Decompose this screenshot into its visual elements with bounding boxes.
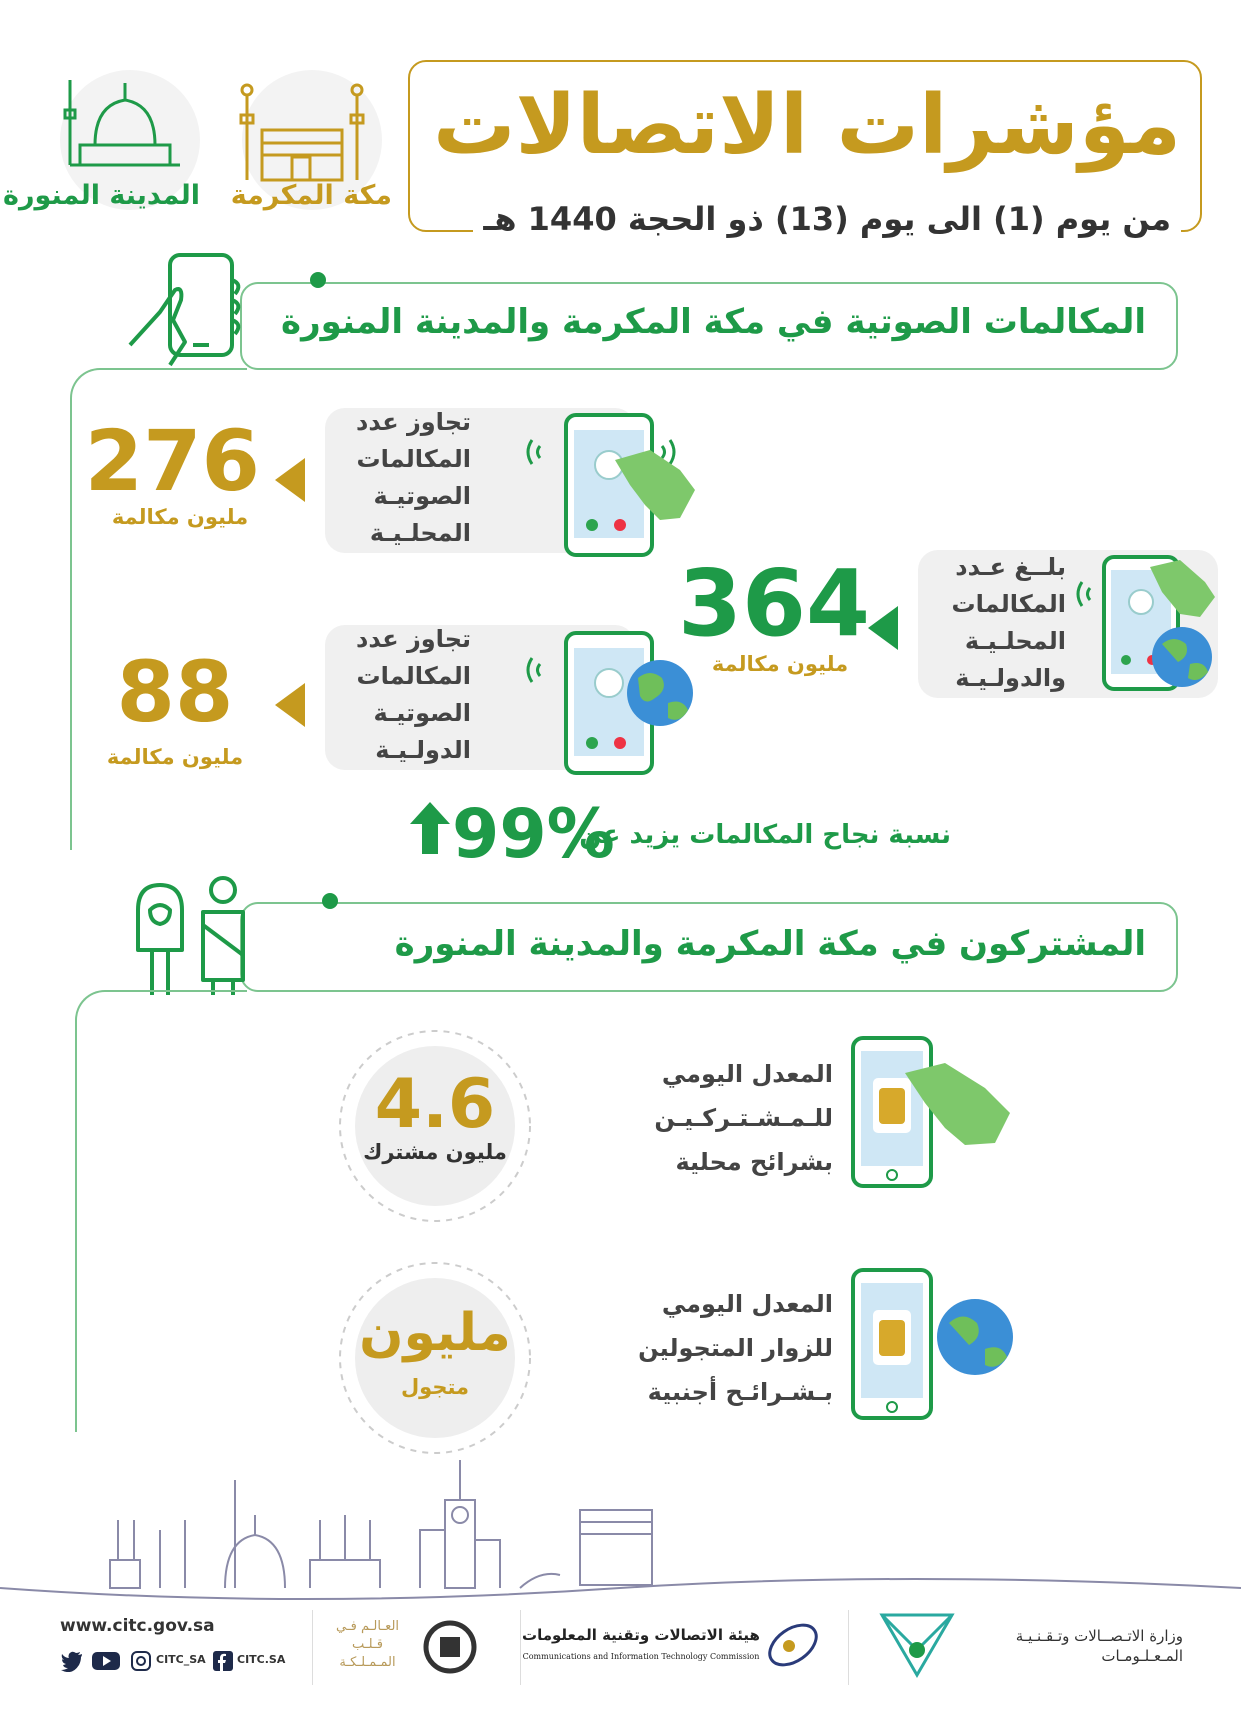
facebook-icon[interactable] (213, 1650, 233, 1672)
intl-calls-text: تجاوز عدد المكالمات الصوتيـة الدولـيـة (356, 625, 471, 764)
success-rate-label: نسبة نجاح المكالمات يزيد عن (579, 820, 951, 850)
total-calls-unit: مليون مكالمة (711, 652, 849, 676)
instagram-handle[interactable]: CITC_SA (156, 1653, 206, 1666)
website-link[interactable]: www.citc.gov.sa (60, 1616, 215, 1636)
city-makkah (212, 70, 392, 225)
page-title: مؤشرات الاتصالات (433, 78, 1181, 173)
roaming-subscribers-unit: متجول (400, 1375, 470, 1399)
city-makkah-label: مكة المكرمة (230, 180, 392, 211)
ministry-emblem-icon (872, 1605, 962, 1685)
local-calls-text: تجاوز عدد المكالمات الصوتيـة المحلـيـة (356, 408, 471, 547)
social-row (60, 1648, 300, 1678)
city-madinah (3, 70, 205, 225)
voice-section-title: المكالمات الصوتية في مكة المكرمة والمدينة المنورة (281, 302, 1146, 342)
arrow-up-icon (408, 800, 452, 856)
phone-globe-icon (520, 628, 700, 778)
kaaba-icon (227, 75, 377, 185)
phone-map-globe-icon (1070, 552, 1220, 702)
phone-saudi-map-icon (520, 410, 700, 560)
intl-calls-value: 88 (116, 643, 234, 741)
voice-section-dot (310, 272, 326, 288)
total-calls-text: بلــغ عـدد المكالمات المحلـيـة والدولـيـة (951, 553, 1066, 692)
pilgrims-icon (128, 870, 258, 1000)
footer-divider-3 (848, 1610, 849, 1685)
event-emblem-icon (420, 1617, 480, 1677)
commission-name-ar: هيئة الاتصالات وتقنية المعلومات (522, 1626, 760, 1644)
intl-calls-unit: مليون مكالمة (106, 745, 244, 769)
subscribers-section-title: المشتركون في مكة المكرمة والمدينة المنورة (394, 924, 1146, 964)
youtube-icon[interactable] (92, 1650, 120, 1672)
intl-calls-arrow (275, 683, 305, 727)
date-range-subtitle: من يوم (1) الى يوم (13) ذو الحجة 1440 هـ (473, 200, 1181, 238)
twitter-icon[interactable] (60, 1650, 84, 1672)
success-rate-value: 99% (452, 795, 615, 874)
sim-globe-icon (845, 1265, 1025, 1425)
city-madinah-label: المدينة المنورة (3, 180, 200, 211)
facebook-handle[interactable]: CITC.SA (237, 1653, 286, 1666)
total-calls-arrow (868, 606, 898, 650)
mosque-dome-icon (50, 75, 200, 185)
roaming-subscribers-text: المعدل اليومي للزوار المتجولين بـشـرائـح أجنبية (638, 1290, 833, 1406)
roaming-subscribers-value: مليون (359, 1303, 511, 1363)
local-subscribers-unit: مليون مشترك (363, 1140, 507, 1164)
hand-phone-icon (125, 250, 255, 370)
skyline-illustration (0, 1460, 1241, 1620)
sim-saudi-map-icon (845, 1033, 1025, 1193)
local-subscribers-text: المعدل اليومي للـمـشـتـركـيـن بشرائح محلية (654, 1060, 833, 1176)
local-calls-unit: مليون مكالمة (111, 505, 249, 529)
event-logo-text: العـالـم فـي قـلـب المـمـلـكـة (335, 1619, 400, 1670)
local-calls-value: 276 (84, 412, 260, 510)
instagram-icon[interactable] (130, 1650, 152, 1672)
subscribers-section-guide (75, 990, 247, 1432)
subscribers-section-dot (322, 893, 338, 909)
total-calls-value: 364 (677, 550, 870, 657)
ministry-name: وزارة الاتـصــالات وتـقـنـيـة المـعـلـومـات (1015, 1627, 1183, 1665)
local-calls-arrow (275, 458, 305, 502)
local-subscribers-value: 4.6 (374, 1065, 496, 1144)
commission-emblem-icon (764, 1616, 822, 1674)
footer-divider-1 (312, 1610, 313, 1685)
commission-name-en: Communications and Information Technology Commission (522, 1652, 760, 1661)
footer-divider-2 (520, 1610, 521, 1685)
